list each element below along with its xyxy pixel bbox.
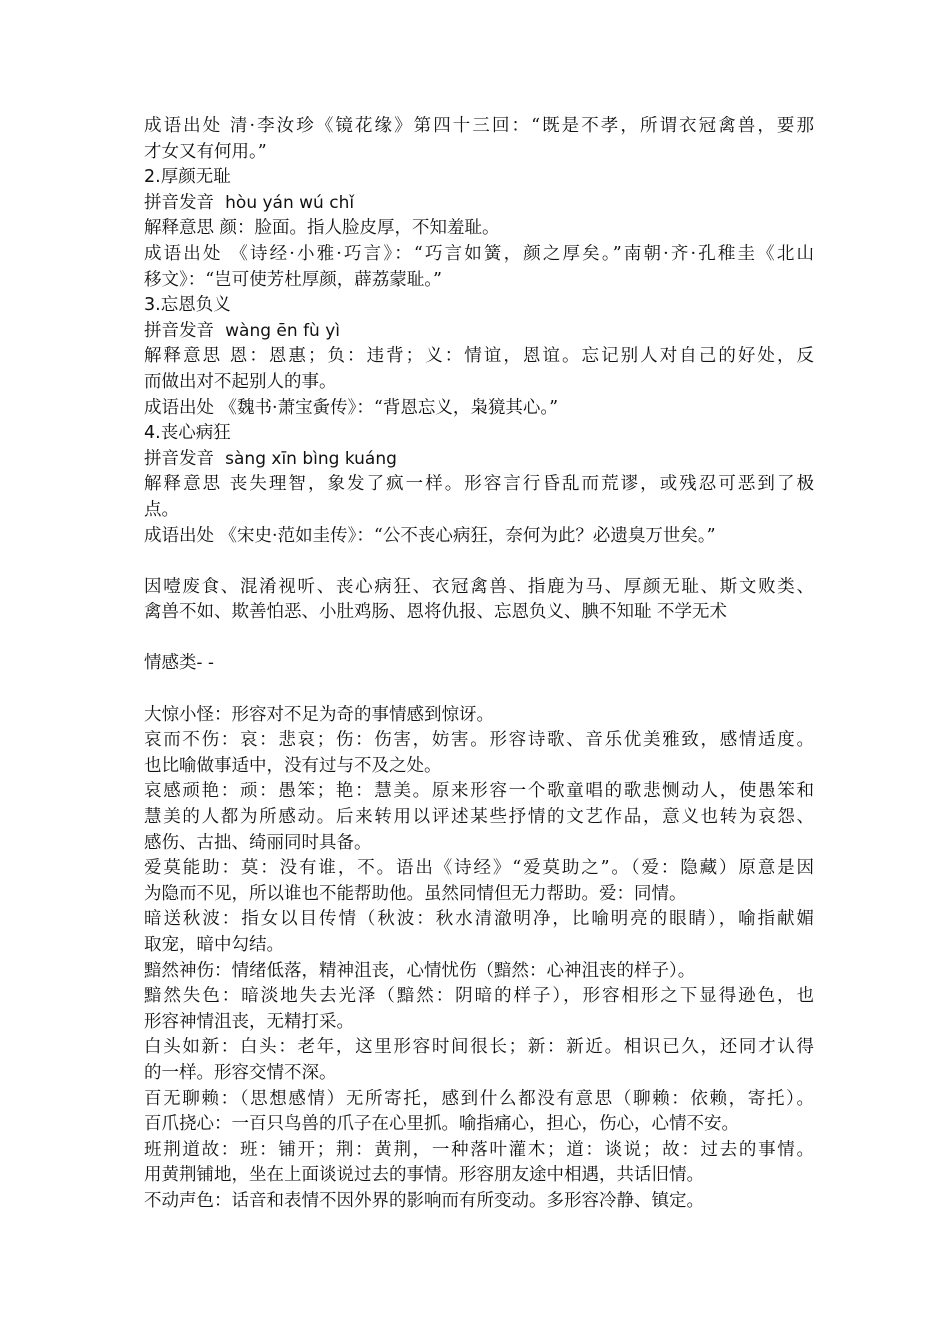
emotion-line: 慧美的人都为所感动。后来转用以评述某些抒情的文艺作品，意义也转为哀怨、	[144, 807, 814, 828]
item2-pinyin-row	[144, 191, 814, 217]
pinyin-label: 拼音发音	[144, 448, 214, 469]
emotion-line: 黯然神伤：情绪低落，精神沮丧，心情忧伤（黯然：心神沮丧的样子）。	[144, 960, 696, 981]
item2-source-line2: 移文》：“岂可使芳杜厚颜，薜荔蒙耻。”	[144, 269, 442, 290]
emotion-line: 形容神情沮丧，无精打采。	[144, 1011, 354, 1032]
item4-pinyin-row	[144, 447, 814, 473]
item3-heading: 3.忘恩负义	[144, 295, 231, 316]
emotion-line: 为隐而不见，所以谁也不能帮助他。虽然同情但无力帮助。爱：同情。	[144, 883, 687, 904]
item4-meaning-line2: 点。	[144, 499, 179, 520]
emotion-line: 哀而不伤：哀：悲哀；伤：伤害，妨害。形容诗歌、音乐优美雅致，感情适度。	[144, 730, 814, 751]
emotion-line: 不动声色：话音和表情不因外界的影响而有所变动。多形容冷静、镇定。	[144, 1190, 704, 1211]
spacer	[144, 677, 814, 703]
item3-pinyin: wàng ēn fù yì	[225, 320, 341, 341]
idiom-list-line2: 禽兽不如、欺善怕恶、小肚鸡肠、恩将仇报、忘恩负义、腆不知耻 不学无术	[144, 602, 728, 623]
emotion-line: 取宠，暗中勾结。	[144, 935, 284, 955]
item1-source-line1: 成语出处 清·李汝珍《镜花缘》第四十三回：“既是不孝，所谓衣冠禽兽，要那	[144, 116, 814, 136]
item3-pinyin-row	[144, 319, 814, 345]
item1-source-line2: 才女又有何用。”	[144, 141, 267, 162]
section-title: 情感类- -	[144, 653, 214, 674]
item2-meaning: 解释意思 颜：脸面。指人脸皮厚，不知羞耻。	[144, 218, 500, 239]
emotion-line: 班荆道故：班：铺开；荆：黄荆，一种落叶灌木；道：谈说；故：过去的事情。	[144, 1139, 814, 1160]
item2-heading: 2.厚颜无耻	[144, 167, 231, 188]
emotion-line: 白头如新：白头：老年，这里形容时间很长；新：新近。相识已久，还同才认得	[144, 1037, 814, 1058]
item3-meaning-line1: 解释意思 恩：恩惠；负：违背；义：情谊，恩谊。忘记别人对自己的好处，反	[144, 346, 814, 367]
emotion-line: 百爪挠心：一百只鸟兽的爪子在心里抓。喻指痛心，担心，伤心，心情不安。	[144, 1114, 739, 1135]
emotion-line: 的一样。形容交情不深。	[144, 1062, 337, 1083]
item2-pinyin: hòu yán wú chǐ	[225, 192, 355, 213]
item4-pinyin: sàng xīn bìng kuáng	[225, 448, 397, 469]
item2-source-line1: 成语出处 《诗经·小雅·巧言》：“巧言如簧，颜之厚矣。”南朝·齐·孔稚圭《北山	[144, 243, 814, 264]
spacer	[144, 549, 814, 575]
emotion-line: 感伤、古拙、绮丽同时具备。	[144, 832, 372, 853]
idiom-list-line1: 因噎废食、混淆视听、丧心病狂、衣冠禽兽、指鹿为马、厚颜无耻、斯文败类、	[144, 576, 814, 597]
item3-source: 成语出处 《魏书·萧宝夤传》：“背恩忘义，枭獍其心。”	[144, 397, 559, 418]
item4-meaning-line1: 解释意思 丧失理智，象发了疯一样。形容言行昏乱而荒谬，或残忍可恶到了极	[144, 474, 814, 495]
item4-source: 成语出处 《宋史·范如圭传》：“公不丧心病狂，奈何为此？必遗臭万世矣。”	[144, 525, 716, 546]
emotion-line: 百无聊赖：（思想感情）无所寄托，感到什么都没有意思（聊赖：依赖，寄托）。	[144, 1088, 814, 1109]
emotion-line: 也比喻做事适中，没有过与不及之处。	[144, 755, 442, 776]
document-page	[144, 114, 814, 1215]
spacer	[144, 626, 814, 652]
emotion-line: 黯然失色：暗淡地失去光泽（黯然：阴暗的样子），形容相形之下显得逊色，也	[144, 986, 814, 1007]
emotion-line: 哀感顽艳：顽：愚笨；艳：慧美。原来形容一个歌童唱的歌悲恻动人，使愚笨和	[144, 781, 814, 802]
item4-heading: 4.丧心病狂	[144, 423, 231, 444]
pinyin-label: 拼音发音	[144, 320, 214, 341]
emotion-line: 用黄荆铺地，坐在上面谈说过去的事情。形容朋友途中相遇，共话旧情。	[144, 1165, 704, 1186]
emotion-line: 暗送秋波：指女以目传情（秋波：秋水清澈明净，比喻明亮的眼睛），喻指献媚	[144, 909, 814, 930]
pinyin-label: 拼音发音	[144, 192, 214, 213]
item3-meaning-line2: 而做出对不起别人的事。	[144, 371, 337, 392]
emotion-line: 爱莫能助：莫：没有谁，不。语出《诗经》“爱莫助之”。（爱：隐藏）原意是因	[144, 858, 814, 879]
emotion-line: 大惊小怪：形容对不足为奇的事情感到惊讶。	[144, 704, 494, 725]
